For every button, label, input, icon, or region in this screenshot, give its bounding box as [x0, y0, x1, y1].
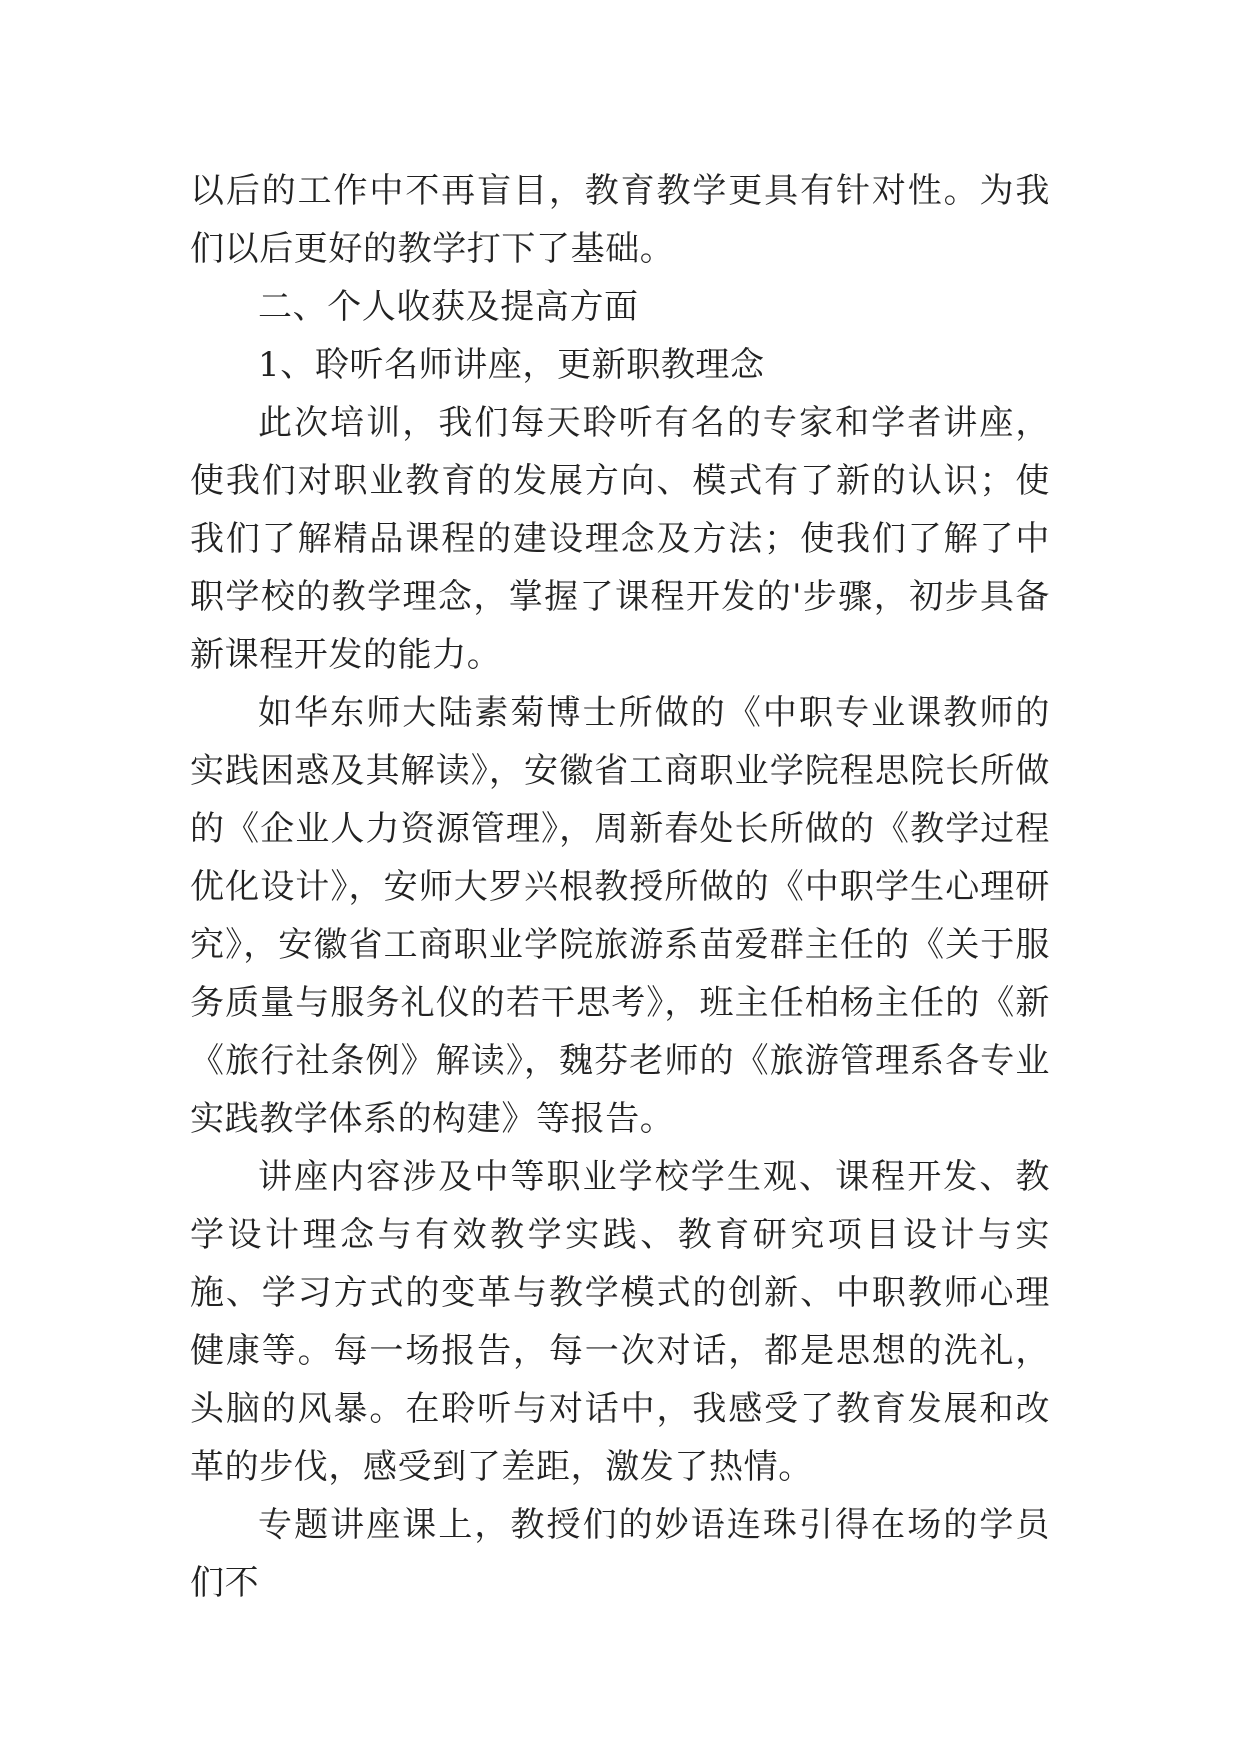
paragraph-continuation: 以后的工作中不再盲目，教育教学更具有针对性。为我们以后更好的教学打下了基础。 — [190, 171, 1050, 269]
body-text — [190, 162, 1050, 1612]
paragraph: 如华东师大陆素菊博士所做的《中职专业课教师的实践困惑及其解读》，安徽省工商职业学院程思院长所做的《企业人力资源管理》，周新春处长所做的《教学过程优化设计》，安师大罗兴根教授所做的《中职学生心理研究》，安徽省工商职业学院旅游系苗爱群主任的《关于服务质量与服务礼仪的若干思考》，班主任柏杨主任的《新《旅行社条例》解读》，魏芬老师的《旅游管理系各专业实践教学体系的构建》等报告。 — [190, 693, 1050, 1139]
paragraph: 专题讲座课上，教授们的妙语连珠引得在场的学员们不 — [190, 1505, 1050, 1603]
subsection-heading: 1、聆听名师讲座，更新职教理念 — [258, 345, 765, 385]
paragraph: 讲座内容涉及中等职业学校学生观、课程开发、教学设计理念与有效教学实践、教育研究项目设计与实施、学习方式的变革与教学模式的创新、中职教师心理健康等。每一场报告，每一次对话，都是思想的洗礼，头脑的风暴。在聆听与对话中，我感受了教育发展和改革的步伐，感受到了差距，激发了热情。 — [190, 1157, 1050, 1487]
paragraph: 此次培训，我们每天聆听有名的专家和学者讲座，使我们对职业教育的发展方向、模式有了新的认识；使我们了解精品课程的建设理念及方法；使我们了解了中职学校的教学理念，掌握了课程开发的'步骤，初步具备新课程开发的能力。 — [190, 403, 1050, 675]
section-heading: 二、个人收获及提高方面 — [258, 287, 639, 327]
